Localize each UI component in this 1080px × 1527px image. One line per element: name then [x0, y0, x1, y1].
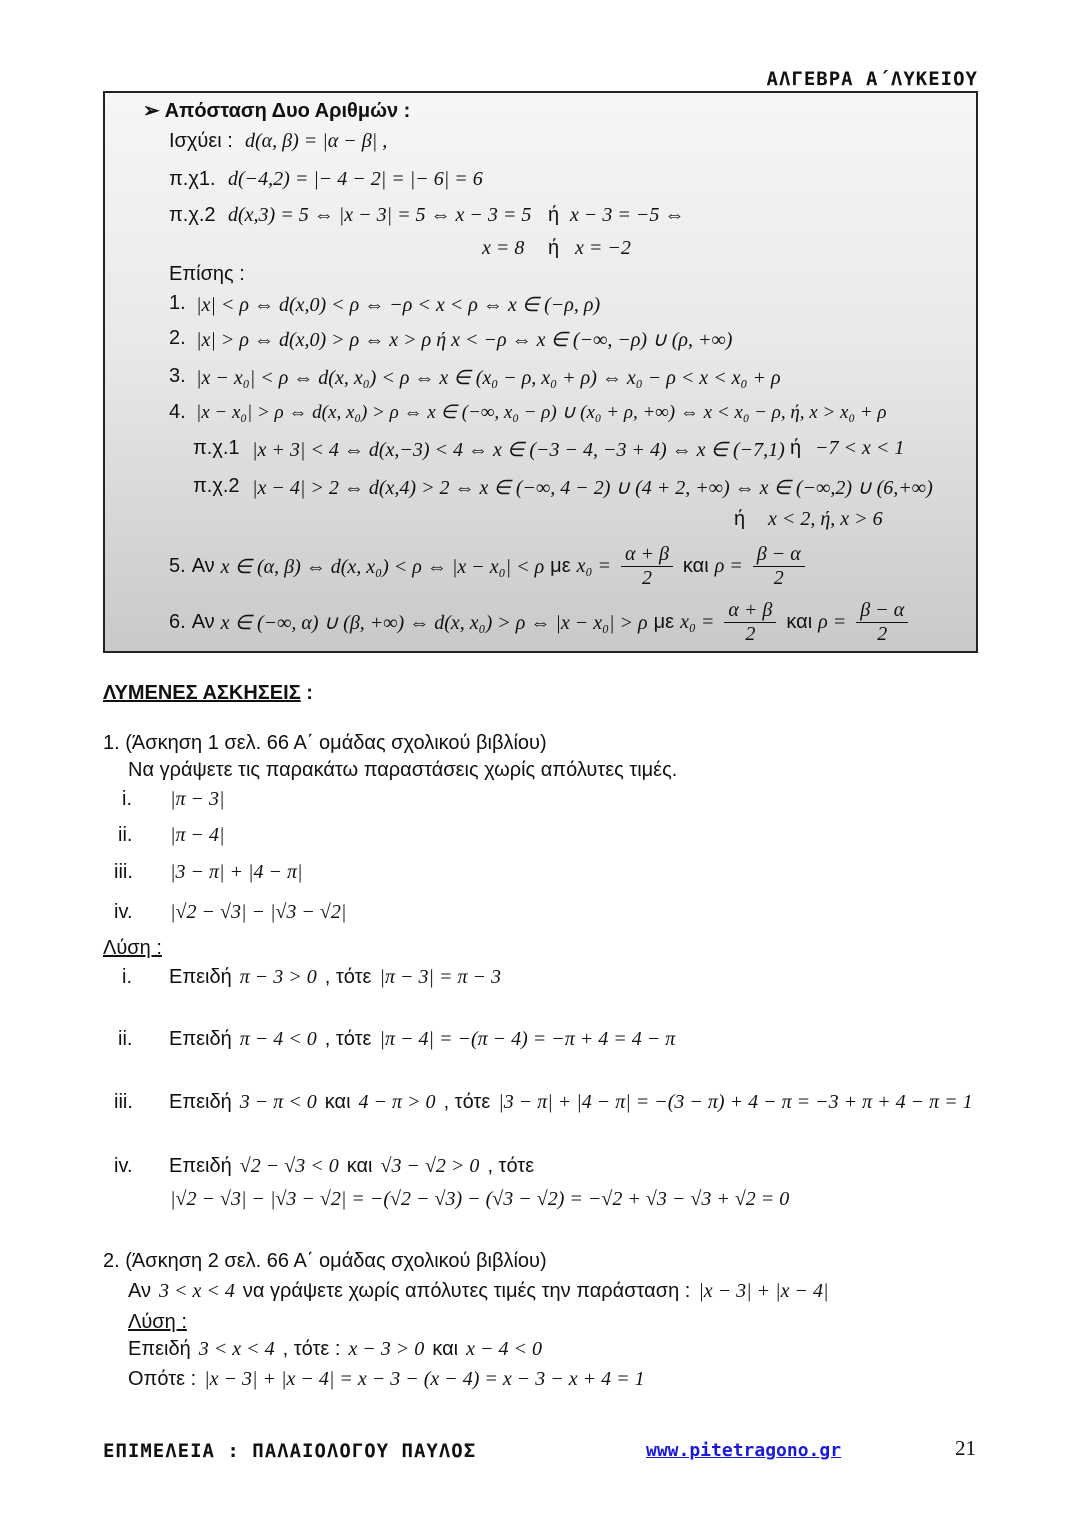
item5-x0-fraction	[621, 543, 673, 590]
solution-i-row	[169, 966, 501, 989]
solution-iii-label: iii.	[114, 1091, 133, 1113]
item4-example2-formula: |x − 4| > 2 ⇔ d(x,4) > 2 ⇔ x ∈ (−∞, 4 − 2) ∪ (4 + 2, +∞) ⇔ x ∈ (−∞,2) ∪ (6,+∞)	[252, 477, 933, 499]
exercise2-line2-result: |x − 3| + |x − 4| = x − 3 − (x − 4) = x − 3 − x + 4 = 1	[204, 1368, 645, 1390]
solution-iii-condition2: 4 − π > 0	[358, 1091, 436, 1113]
item6-x0-denominator: 2	[745, 622, 756, 645]
exercise2-solution-label: Λύση :	[128, 1311, 187, 1333]
example1-label: π.χ1.	[169, 168, 216, 190]
exercise1-item-label: i.	[122, 788, 132, 810]
item6-x0-fraction	[724, 599, 776, 646]
item4-example2-label: π.χ.2	[193, 475, 240, 497]
exercise1-item-label: iv.	[114, 901, 133, 923]
solution-iv-word: Επειδή	[169, 1155, 232, 1177]
exercise2-prompt	[128, 1280, 829, 1303]
solution-iii-result: |3 − π| + |4 − π| = −(3 − π) + 4 − π = −3 + π + 4 − π = 1	[498, 1091, 973, 1113]
solution-iii-tote: , τότε	[443, 1091, 491, 1113]
item5-me: με	[550, 554, 571, 577]
exercise2-line1-c1: x − 3 > 0	[348, 1338, 425, 1360]
solution-iii-word: Επειδή	[169, 1091, 232, 1113]
item4-example1-label: π.χ.1	[193, 437, 240, 459]
item4-example1-tail: −7 < x < 1	[815, 437, 905, 459]
exercise2-prompt-text: να γράψετε χωρίς απόλυτες τιμές την παράσταση :	[242, 1280, 691, 1302]
item5-an: Αν	[191, 554, 215, 577]
item6-number: 6.	[169, 610, 186, 633]
item3-formula: |x − x₀| < ρ ⇔ d(x, x₀) < ρ ⇔ x ∈ (x₀ − ρ, x₀ + ρ) ⇔ x₀ − ρ < x < x₀ + ρ	[196, 367, 781, 389]
item5-rho-numerator: β − α	[753, 543, 805, 567]
example2-label: π.χ.2	[169, 204, 216, 226]
solution-ii-result: |π − 4| = −(π − 4) = −π + 4 = 4 − π	[379, 1028, 676, 1050]
item4-example2-tail: x < 2, ή, x > 6	[768, 508, 883, 530]
holds-label: Ισχύει :	[169, 130, 233, 152]
solution-i-condition: π − 3 > 0	[239, 966, 317, 988]
also-label: Επίσης :	[169, 263, 245, 285]
item6-x0: x₀ =	[680, 610, 715, 633]
exercise1-item-expr: |3 − π| + |4 − π|	[170, 861, 303, 883]
item6-rho-denominator: 2	[877, 622, 888, 645]
holds-formula: d(α, β) = |α − β| ,	[245, 130, 388, 152]
item1-formula: |x| < ρ ⇔ d(x,0) < ρ ⇔ −ρ < x < ρ ⇔ x ∈ (−ρ, ρ)	[196, 294, 601, 316]
item5-kai: και	[682, 554, 709, 577]
solution-iv-condition1: √2 − √3 < 0	[239, 1155, 339, 1177]
exercise2-prompt-condition: 3 < x < 4	[158, 1280, 235, 1302]
exercise1-prompt: Να γράψετε τις παρακάτω παραστάσεις χωρίς απόλυτες τιμές.	[128, 759, 678, 781]
exercise2-line1-word: Επειδή	[128, 1338, 191, 1360]
solution-ii-word: Επειδή	[169, 1028, 232, 1050]
solution-iv-kai: και	[346, 1155, 373, 1177]
solution-ii-condition: π − 4 < 0	[239, 1028, 317, 1050]
item5-rho-fraction	[753, 543, 805, 590]
item4-number: 4.	[169, 401, 186, 423]
footer-website-link[interactable]: www.pitetragono.gr	[646, 1440, 842, 1461]
exercise2-prompt-expression: |x − 3| + |x − 4|	[698, 1280, 829, 1302]
exercise1-item-expr: |π − 3|	[170, 788, 225, 810]
example2-line2-a: x = 8	[482, 237, 525, 259]
item5-rho-denominator: 2	[773, 566, 784, 589]
solution-iv-tote: , τότε	[487, 1155, 535, 1177]
item5-row	[169, 538, 809, 594]
solved-section-title	[103, 682, 313, 705]
item6-me: με	[653, 610, 675, 633]
solution-iii-row	[169, 1091, 973, 1114]
box-heading: ➢ Απόσταση Δυο Αριθμών :	[143, 100, 411, 122]
item3-number: 3.	[169, 365, 186, 387]
page-number: 21	[955, 1436, 976, 1460]
item6-kai: και	[786, 610, 813, 633]
solution-iv-row	[169, 1155, 534, 1178]
solution-i-label: i.	[122, 966, 132, 988]
exercise2-line1-c2: x − 4 < 0	[466, 1338, 542, 1360]
exercise2-prompt-an: Αν	[128, 1280, 151, 1302]
footer-author: ΕΠΙΜΕΛΕΙΑ : ΠΑΛΑΙΟΛΟΓΟΥ ΠΑΥΛΟΣ	[103, 1440, 477, 1462]
item1-number: 1.	[169, 292, 186, 314]
item6-rho-fraction	[856, 599, 908, 646]
exercise1-item-label: ii.	[118, 824, 133, 846]
item6-rho: ρ =	[818, 610, 847, 633]
exercise1-heading: 1. (Άσκηση 1 σελ. 66 Α΄ ομάδας σχολικού βιβλίου)	[103, 732, 547, 754]
item5-formula: x ∈ (α, β) ⇔ d(x, x₀) < ρ ⇔ |x − x₀| < ρ	[220, 555, 545, 578]
item2-formula: |x| > ρ ⇔ d(x,0) > ρ ⇔ x > ρ ή x < −ρ ⇔ x ∈ (−∞, −ρ) ∪ (ρ, +∞)	[196, 329, 733, 351]
exercise1-item-label: iii.	[114, 861, 133, 883]
solution-iv-condition2: √3 − √2 > 0	[380, 1155, 480, 1177]
exercise1-item-expr: |π − 4|	[170, 824, 225, 846]
solution-i-tote: , τότε	[324, 966, 372, 988]
exercise2-line1-tote: , τότε :	[282, 1338, 341, 1360]
example2-line2-or: ή	[548, 237, 560, 259]
solved-title: ΛΥΜΕΝΕΣ ΑΣΚΗΣΕΙΣ	[103, 682, 301, 704]
item6-x0-numerator: α + β	[724, 599, 776, 623]
exercise2-solution-line1	[128, 1338, 542, 1361]
item6-row	[169, 594, 912, 650]
exercise2-line1-condition: 3 < x < 4	[198, 1338, 275, 1360]
item5-number: 5.	[169, 554, 186, 577]
item5-rho: ρ =	[714, 554, 743, 577]
item2-number: 2.	[169, 327, 186, 349]
item4-example1-formula: |x + 3| < 4 ⇔ d(x,−3) < 4 ⇔ x ∈ (−3 − 4, −3 + 4) ⇔ x ∈ (−7,1)	[252, 439, 785, 461]
solution-i-word: Επειδή	[169, 966, 232, 988]
solved-title-colon: :	[300, 682, 313, 704]
page-header-title: ΑΛΓΕΒΡΑ Α΄ΛΥΚΕΙΟΥ	[766, 68, 978, 90]
exercise2-heading: 2. (Άσκηση 2 σελ. 66 Α΄ ομάδας σχολικού βιβλίου)	[103, 1250, 547, 1272]
item6-rho-numerator: β − α	[856, 599, 908, 623]
example2-or: ή	[548, 204, 560, 226]
item4-example1-or: ή	[790, 437, 802, 459]
exercise1-solution-label: Λύση :	[103, 937, 162, 959]
solution-ii-row	[169, 1028, 675, 1051]
item5-x0: x₀ =	[576, 554, 611, 577]
solution-iii-kai: και	[324, 1091, 351, 1113]
solution-i-result: |π − 3| = π − 3	[379, 966, 501, 988]
example1-formula: d(−4,2) = |− 4 − 2| = |− 6| = 6	[228, 168, 483, 190]
solution-iii-condition1: 3 − π < 0	[239, 1091, 317, 1113]
exercise2-line2-word: Οπότε :	[128, 1368, 197, 1390]
solution-iv-label: iv.	[114, 1155, 133, 1177]
exercise2-line1-kai: και	[432, 1338, 459, 1360]
example2-line2-b: x = −2	[575, 237, 631, 259]
item4-formula: |x − x₀| > ρ ⇔ d(x, x₀) > ρ ⇔ x ∈ (−∞, x₀ − ρ) ∪ (x₀ + ρ, +∞) ⇔ x < x₀ − ρ, ή, x > x₀ + ρ	[196, 402, 887, 423]
example2-formula-b: x − 3 = −5 ⇔	[570, 204, 685, 226]
example2-formula-a: d(x,3) = 5 ⇔ |x − 3| = 5 ⇔ x − 3 = 5	[228, 204, 532, 226]
exercise1-item-expr: |√2 − √3| − |√3 − √2|	[170, 901, 347, 923]
item5-x0-denominator: 2	[641, 566, 652, 589]
exercise2-solution-line2	[128, 1368, 645, 1391]
item6-an: Αν	[191, 610, 215, 633]
item5-x0-numerator: α + β	[621, 543, 673, 567]
solution-ii-label: ii.	[118, 1028, 133, 1050]
item6-formula: x ∈ (−∞, α) ∪ (β, +∞) ⇔ d(x, x₀) > ρ ⇔ |x − x₀| > ρ	[220, 611, 648, 634]
item4-example2-or: ή	[734, 508, 746, 530]
solution-ii-tote: , τότε	[324, 1028, 372, 1050]
solution-iv-result: |√2 − √3| − |√3 − √2| = −(√2 − √3) − (√3 − √2) = −√2 + √3 − √3 + √2 = 0	[170, 1188, 790, 1210]
